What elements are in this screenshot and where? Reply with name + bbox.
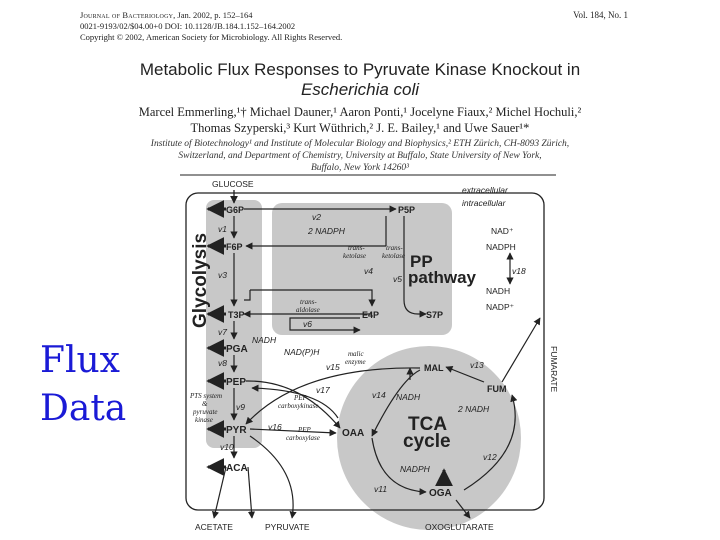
metabolite-mal: MAL [424,363,444,373]
pts-label-4: kinase [195,416,213,424]
pep-carboxylase-1: PEP [298,426,311,434]
metabolite-oaa: OAA [342,428,365,439]
cofactor-nadph-tca: NADPH [400,464,430,474]
tca-title-line-2: cycle [403,431,451,452]
metabolite-fum: FUM [487,384,507,394]
side-label-line-2: Data [40,388,127,429]
affiliation-line-2: Switzerland, and Department of Chemistry, University at Buffalo, State University of New York, [178,151,542,161]
flux-v15: v15 [326,362,340,372]
metabolite-oga: OGA [429,488,452,499]
pyr-to-oaa-arrow [250,429,336,433]
metabolite-p5p: P5P [398,205,416,215]
cofactor-nadph-balance: NADPH [486,242,516,252]
metabolite-aca: ACA [226,463,248,474]
flux-v9: v9 [236,402,245,412]
transaldolase-1: trans- [300,298,317,306]
transketolase-a-2: ketolase [343,252,366,260]
flux-v6: v6 [303,319,312,329]
pts-label-1: PTS system [190,392,223,400]
cofactor-nadh-balance: NADH [486,286,511,296]
flux-v16: v16 [268,422,282,432]
pp-title-line-1: PP [410,252,433,271]
copyright: Copyright © 2002, American Society for Microbiology. All Rights Reserved. [80,32,343,42]
cofactor-nad-plus: NAD⁺ [491,226,514,236]
transketolase-b-2: ketolase [382,252,405,260]
flux-v2: v2 [312,212,321,222]
flux-v13: v13 [470,360,484,370]
title-line-2: Escherichia coli [300,80,420,99]
malic-enzyme-2: enzyme [345,358,366,366]
journal-name: Journal of Bacteriology [80,10,174,20]
flux-v8: v8 [218,358,227,368]
flux-v11: v11 [374,484,388,494]
issn-doi: 0021-9193/02/$04.00+0 DOI: 10.1128/JB.184.1.152–164.2002 [80,21,296,31]
pts-label-3: pyruvate [193,408,218,416]
extracellular-label: extracellular [462,185,508,195]
metabolite-g6p: G6P [226,205,245,215]
flux-v12: v12 [483,452,497,462]
tca-title-line-1: TCA [408,414,448,435]
metabolite-pyr: PYR [226,425,247,436]
flux-v18: v18 [512,266,526,276]
pep-carboxykinase-1: PEP [294,394,307,402]
cofactor-nadh-tca: NADH [396,392,421,402]
affiliation-line-3: Buffalo, New York 14260³ [310,163,410,173]
metabolite-pga: PGA [226,344,248,355]
authors-line-2: Thomas Szyperski,³ Kurt Wüthrich,² J. E. Bailey,¹ and Uwe Sauer¹* [190,121,530,135]
title-line-1: Metabolic Flux Responses to Pyruvate Kinase Knockout in [139,60,581,79]
glycolysis-title: Glycolysis [190,232,211,328]
flux-v5: v5 [393,274,402,284]
intracellular-label: intracellular [462,198,506,208]
metabolite-t3p: T3P [228,310,245,320]
transketolase-a-1: trans- [348,244,365,252]
malic-enzyme-1: malic [348,350,364,358]
pyruvate-label: PYRUVATE [265,522,310,532]
cofactor-2nadph-pp: 2 NADPH [308,226,345,236]
pyruvate-export-arrow [250,436,293,518]
metabolite-e4p: E4P [362,310,380,320]
cofactor-nadp-plus: NADP⁺ [486,302,515,312]
authors-line-1: Marcel Emmerling,¹† Michael Dauner,¹ Aaron Ponti,¹ Jocelyne Fiaux,² Michel Hochuli,² [138,105,582,119]
transaldolase-2: aldolase [296,306,320,314]
side-label-line-1: Flux [40,340,120,381]
acetate-label: ACETATE [195,522,233,532]
flux-v1: v1 [218,224,227,234]
flux-v10: v10 [220,442,234,452]
cofactor-nadph-h: NAD(P)H [284,347,320,357]
metabolite-s7p: S7P [426,310,444,320]
oxoglutarate-label: OXOGLUTARATE [425,522,494,532]
citation: , Jan. 2002, p. 152–164 [173,10,253,20]
cofactor-2nadh-tca: 2 NADH [458,404,490,414]
metabolite-f6p: F6P [226,242,243,252]
transketolase-b-1: trans- [386,244,403,252]
pp-title-line-2: pathway [408,268,477,287]
volume-issue: Vol. 184, No. 1 [573,10,628,20]
pts-label-2: & [202,400,208,408]
flux-v17: v17 [316,385,330,395]
glucose-label: GLUCOSE [212,179,254,189]
fumarate-export-arrow [502,318,540,382]
flux-v14: v14 [372,390,386,400]
flux-v4: v4 [364,266,373,276]
pep-carboxylase-2: carboxylase [286,434,320,442]
metabolite-pep: PEP [226,377,247,388]
flux-v7: v7 [218,327,227,337]
flux-v3: v3 [218,270,227,280]
cofactor-nadh-glycolysis: NADH [252,335,277,345]
affiliation-line-1: Institute of Biotechnology¹ and Institute of Molecular Biology and Biophysics,² ETH Zürich, CH-8093 Zürich, [150,139,570,149]
pep-carboxykinase-2: carboxykinase [278,402,319,410]
fumarate-label: FUMARATE [549,346,559,393]
